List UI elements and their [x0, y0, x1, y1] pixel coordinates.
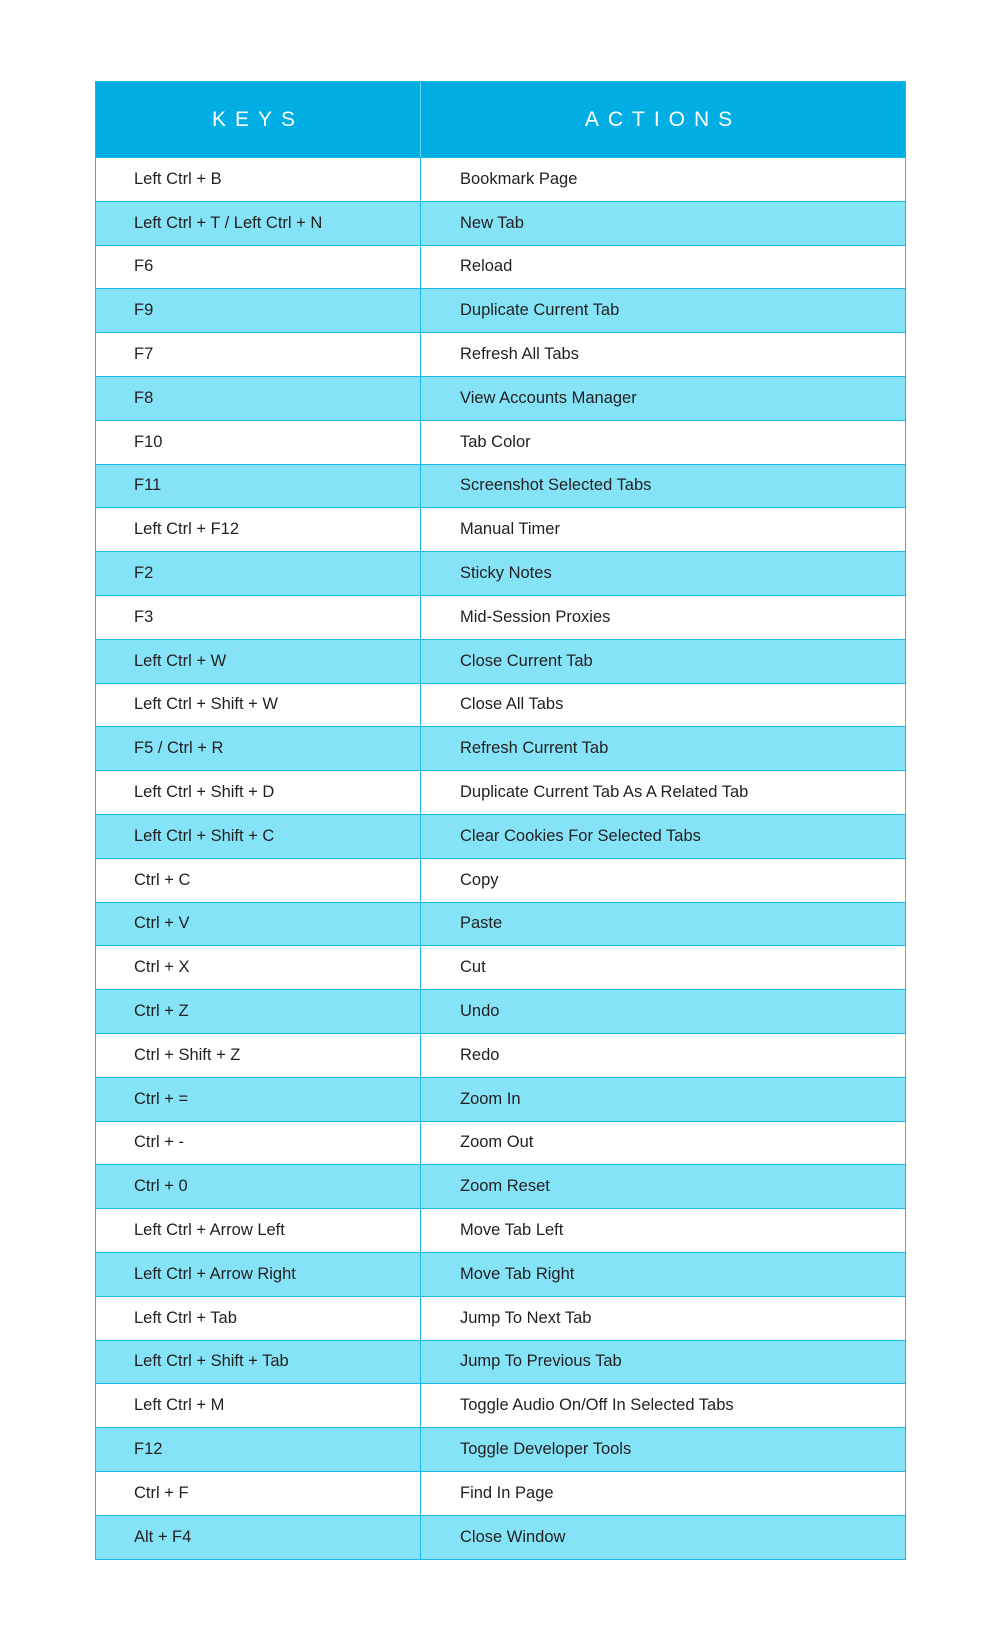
- shortcut-key-cell: Left Ctrl + Shift + W: [96, 684, 421, 727]
- table-row: [96, 639, 905, 683]
- shortcut-key-cell: Ctrl + C: [96, 859, 421, 902]
- shortcut-key-cell: F5 / Ctrl + R: [96, 727, 421, 770]
- shortcut-key-cell: Ctrl + =: [96, 1078, 421, 1121]
- shortcut-key-cell: Ctrl + Z: [96, 990, 421, 1033]
- shortcut-action-cell: Duplicate Current Tab: [460, 301, 620, 320]
- table-row: [96, 420, 905, 464]
- shortcut-action-cell: Bookmark Page: [460, 169, 578, 188]
- table-header: [96, 82, 905, 157]
- shortcut-key-cell: Left Ctrl + Arrow Right: [96, 1253, 421, 1296]
- shortcut-action-cell: Move Tab Right: [460, 1264, 575, 1283]
- table-row: [96, 1208, 905, 1252]
- shortcut-key-cell: Left Ctrl + T / Left Ctrl + N: [96, 202, 421, 245]
- table-row: [96, 902, 905, 946]
- table-row: [96, 551, 905, 595]
- shortcut-key-cell: F8: [96, 377, 421, 420]
- actions-column-header: ACTIONS: [584, 107, 742, 131]
- table-row: [96, 245, 905, 289]
- shortcut-key-cell: F12: [96, 1428, 421, 1471]
- shortcut-key-cell: Left Ctrl + Tab: [96, 1297, 421, 1340]
- shortcut-action-cell: Tab Color: [460, 432, 531, 451]
- shortcut-action-cell: Refresh All Tabs: [460, 345, 579, 364]
- table-row: [96, 376, 905, 420]
- shortcut-action-cell: Toggle Audio On/Off In Selected Tabs: [460, 1396, 734, 1415]
- shortcut-key-cell: Left Ctrl + M: [96, 1384, 421, 1427]
- table-row: [96, 595, 905, 639]
- shortcut-action-cell: View Accounts Manager: [460, 388, 637, 407]
- shortcut-key-cell: Left Ctrl + Shift + C: [96, 815, 421, 858]
- shortcut-key-cell: F6: [96, 246, 421, 289]
- shortcut-key-cell: Ctrl + -: [96, 1122, 421, 1165]
- table-body: [96, 157, 905, 1559]
- table-row: [96, 1077, 905, 1121]
- shortcut-action-cell: Close Current Tab: [460, 651, 593, 670]
- shortcut-action-cell: Close All Tabs: [460, 695, 564, 714]
- shortcut-key-cell: Left Ctrl + B: [96, 158, 421, 201]
- table-row: [96, 858, 905, 902]
- shortcuts-table: [95, 81, 906, 1560]
- shortcut-action-cell: Copy: [460, 870, 499, 889]
- shortcut-key-cell: Alt + F4: [96, 1516, 421, 1559]
- shortcut-key-cell: Ctrl + X: [96, 946, 421, 989]
- shortcut-action-cell: Duplicate Current Tab As A Related Tab: [460, 783, 749, 802]
- table-row: [96, 683, 905, 727]
- shortcut-action-cell: Undo: [460, 1002, 500, 1021]
- table-row: [96, 1515, 905, 1559]
- table-row: [96, 726, 905, 770]
- table-row: [96, 1471, 905, 1515]
- shortcut-action-cell: Move Tab Left: [460, 1221, 564, 1240]
- shortcut-action-cell: Screenshot Selected Tabs: [460, 476, 652, 495]
- table-row: [96, 507, 905, 551]
- shortcut-key-cell: Left Ctrl + Arrow Left: [96, 1209, 421, 1252]
- table-row: [96, 1427, 905, 1471]
- shortcut-action-cell: Redo: [460, 1045, 500, 1064]
- shortcut-key-cell: F2: [96, 552, 421, 595]
- shortcut-key-cell: Left Ctrl + Shift + D: [96, 771, 421, 814]
- table-row: [96, 201, 905, 245]
- shortcut-action-cell: Mid-Session Proxies: [460, 607, 611, 626]
- shortcut-key-cell: Ctrl + 0: [96, 1165, 421, 1208]
- table-row: [96, 1383, 905, 1427]
- shortcut-action-cell: Toggle Developer Tools: [460, 1440, 632, 1458]
- shortcut-action-cell: Clear Cookies For Selected Tabs: [460, 826, 701, 845]
- shortcut-action-cell: Close Window: [460, 1527, 566, 1546]
- table-row: [96, 1121, 905, 1165]
- shortcut-key-cell: F9: [96, 289, 421, 332]
- table-row: [96, 332, 905, 376]
- shortcut-key-cell: F3: [96, 596, 421, 639]
- table-row: [96, 1296, 905, 1340]
- shortcut-action-cell: Manual Timer: [460, 520, 560, 539]
- shortcut-key-cell: F10: [96, 421, 421, 464]
- shortcut-action-cell: Refresh Current Tab: [460, 739, 609, 758]
- shortcut-key-cell: Ctrl + V: [96, 903, 421, 946]
- shortcut-action-cell: Find In Page: [460, 1483, 554, 1502]
- shortcut-key-cell: F11: [96, 465, 421, 508]
- shortcut-key-cell: Left Ctrl + Shift + Tab: [96, 1341, 421, 1384]
- shortcut-action-cell: New Tab: [460, 213, 524, 232]
- shortcut-action-cell: Jump To Previous Tab: [460, 1352, 622, 1371]
- table-row: [96, 1164, 905, 1208]
- shortcut-action-cell: Zoom In: [460, 1089, 521, 1108]
- shortcut-key-cell: Left Ctrl + W: [96, 640, 421, 683]
- shortcut-action-cell: Jump To Next Tab: [460, 1308, 592, 1327]
- shortcut-action-cell: Paste: [460, 914, 503, 933]
- table-row: [96, 464, 905, 508]
- table-row: [96, 989, 905, 1033]
- table-row: [96, 770, 905, 814]
- table-row: [96, 1252, 905, 1296]
- shortcut-action-cell: Cut: [460, 958, 486, 977]
- table-row: [96, 814, 905, 858]
- shortcut-action-cell: Zoom Reset: [460, 1177, 550, 1196]
- shortcut-key-cell: Left Ctrl + F12: [96, 508, 421, 551]
- table-row: [96, 1340, 905, 1384]
- table-row: [96, 288, 905, 332]
- table-row: [96, 1033, 905, 1077]
- keys-column-header: KEYS: [96, 82, 421, 157]
- shortcut-action-cell: Sticky Notes: [460, 564, 552, 583]
- shortcut-key-cell: Ctrl + F: [96, 1472, 421, 1515]
- shortcut-action-cell: Reload: [460, 257, 513, 276]
- table-row: [96, 945, 905, 989]
- shortcut-key-cell: F7: [96, 333, 421, 376]
- table-row: [96, 157, 905, 201]
- shortcut-action-cell: Zoom Out: [460, 1133, 534, 1152]
- shortcut-key-cell: Ctrl + Shift + Z: [96, 1034, 421, 1077]
